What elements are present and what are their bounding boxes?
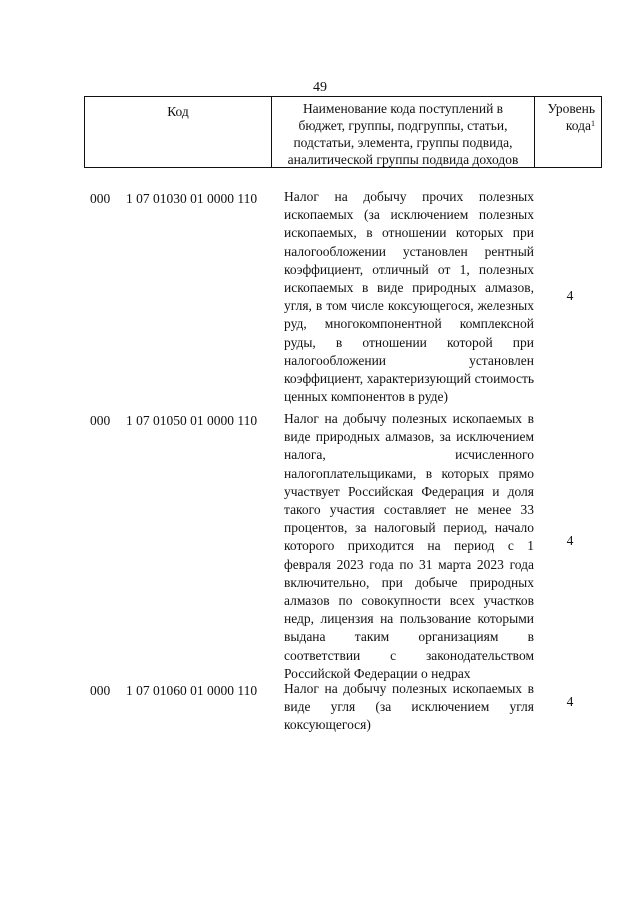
header-name-line: аналитической группы подвида доходов <box>287 152 519 167</box>
code-level: 4 <box>566 288 574 303</box>
header-level-line1: Уровень <box>547 101 595 116</box>
header-level-line2 <box>535 117 595 134</box>
revenue-name: Налог на добычу полезных ископаемых в виде природных алмазов, за исключением налога, исчисленного налогоплательщиками, в которых прямо участвует Российская Федерация и доля такого участия составляет не менее 33 процентов, за налоговый период, начало которого приходится на период с 1 февраля 2023 года по 31 марта 2023 года включительно, при добыче природных алмазов по совокупности всех участков недр, лицензия на пользование которыми выдана таким организациям в соответствии с законодательством Российской Федерации о недрах <box>284 411 534 681</box>
revenue-code: 1 07 01060 01 0000 110 <box>126 683 258 698</box>
admin-code: 000 <box>90 683 111 698</box>
footnote-marker: 1 <box>591 119 595 128</box>
header-name-line: подстатьи, элемента, группы подвида, <box>293 135 513 150</box>
revenue-name: Налог на добычу полезных ископаемых в виде угля (за исключением угля коксующегося) <box>284 681 534 733</box>
admin-code: 000 <box>90 413 111 428</box>
header-level-word: кода <box>565 118 591 133</box>
code-level: 4 <box>566 533 574 548</box>
revenue-code: 1 07 01050 01 0000 110 <box>126 413 258 428</box>
revenue-name: Налог на добычу прочих полезных ископаемых (за исключением полезных ископаемых, в отношении которых при налогообложении установлен рентный коэффициент, отличный от 1, полезных ископаемых в виде природных алмазов, угля, в том числе коксующегося, железных руд, многокомпонентной комплексной руды, в отношении которой при налогообложении установлен коэффициент, характеризующий стоимость ценных компонентов в руде) <box>284 189 534 405</box>
code-level: 4 <box>566 694 574 709</box>
header-name-line: Наименование кода поступлений в <box>302 101 504 116</box>
table-header <box>84 96 602 168</box>
admin-code: 000 <box>90 191 111 206</box>
header-level <box>535 97 601 167</box>
header-code: Код <box>85 97 272 167</box>
revenue-code: 1 07 01030 01 0000 110 <box>126 191 258 206</box>
header-name-line: бюджет, группы, подгруппы, статьи, <box>298 118 508 133</box>
header-name <box>272 97 535 167</box>
page-number: 49 <box>313 80 327 95</box>
